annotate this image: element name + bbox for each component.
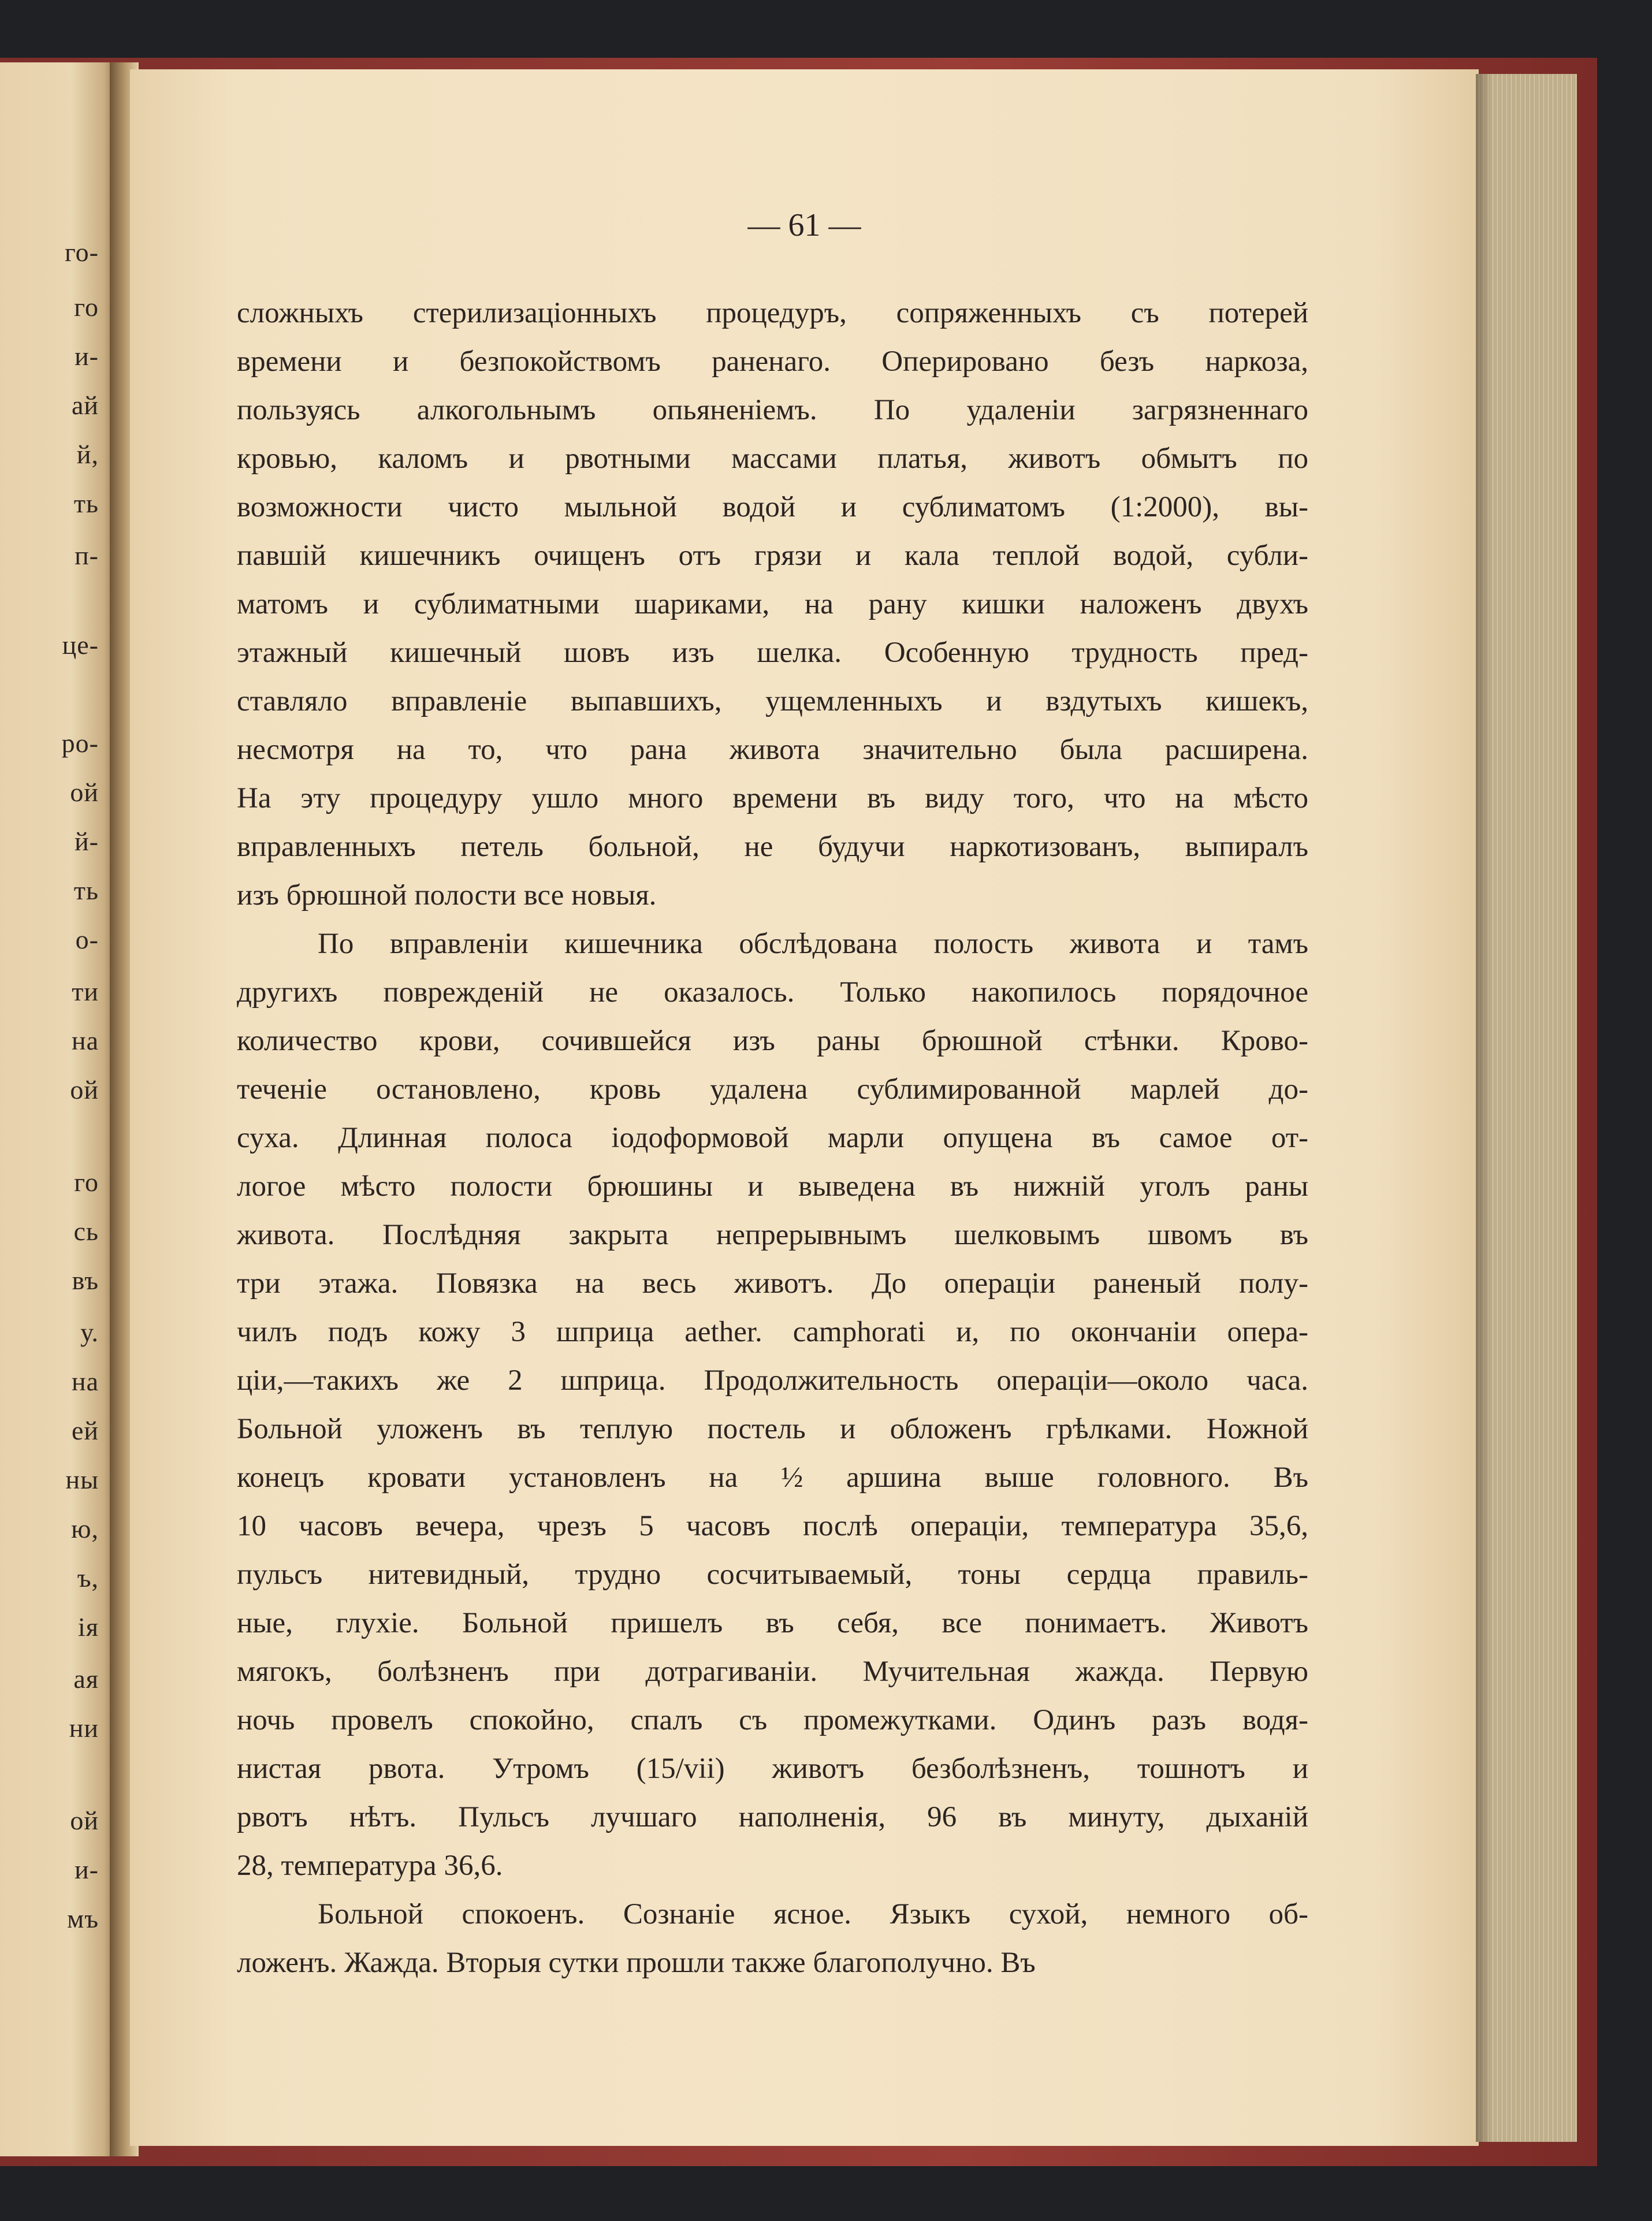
left-page-fragment: сь [73,1216,99,1246]
text-line: живота. Послѣдняя закрыта непрерывнымъ шелковымъ швомъ въ [237,1219,1308,1251]
left-page-fragment: о- [75,925,99,954]
text-line: конецъ кровати установленъ на ½ аршина выше головного. Въ [237,1461,1308,1494]
text-line: три этажа. Повязка на весь животъ. До операціи раненый полу- [237,1267,1308,1300]
text-line: логое мѣсто полости брюшины и выведена въ нижній уголъ раны [237,1170,1308,1203]
text-line: ставляло вправленіе выпавшихъ, ущемленныхъ и вздутыхъ кишекъ, [237,685,1308,717]
left-page-fragment: ой [70,1075,99,1104]
page-edge-shadow [1476,74,1492,2142]
text-line: На эту процедуру ушло много времени въ виду того, что на мѣсто [237,782,1308,814]
text-line: нистая рвота. Утромъ (15/vii) животъ безболѣзненъ, тошнотъ и [237,1753,1308,1785]
text-line: 10 часовъ вечера, чрезъ 5 часовъ послѣ операціи, температура 35,6, [237,1510,1308,1542]
left-page-fragment: и- [75,1855,99,1884]
text-line: ные, глухіе. Больной пришелъ въ себя, все понимаетъ. Животъ [237,1607,1308,1639]
text-line: суха. Длинная полоса іодоформовой марли опущена въ самое от- [237,1122,1308,1154]
text-line: пользуясь алкогольнымъ опьяненіемъ. По удаленіи загрязненнаго [237,394,1308,426]
text-line: возможности чисто мыльной водой и сублиматомъ (1:2000), вы- [237,491,1308,523]
left-page-fragment: й, [76,440,99,469]
left-page-fragment: ти [72,977,99,1006]
left-page-fragment: мъ [67,1904,99,1933]
text-line: ночь провелъ спокойно, спалъ съ промежутками. Одинъ разъ водя- [237,1704,1308,1736]
left-page-fragment: и- [75,341,99,371]
text-line: пульсъ нитевидный, трудно сосчитываемый, тоны сердца правиль- [237,1558,1308,1591]
paragraph [237,1890,1308,1987]
left-page-fragment: ія [78,1612,99,1642]
left-page-fragment: ой [70,777,99,807]
text-line: этажный кишечный шовъ изъ шелка. Особенную трудность пред- [237,637,1308,669]
text-line: чилъ подъ кожу 3 шприца aether. camphorati и, по окончаніи опера- [237,1316,1308,1348]
left-page-fragment: го [74,292,99,322]
left-page [0,62,118,2156]
text-line: матомъ и сублиматными шариками, на рану кишки наложенъ двухъ [237,588,1308,620]
page-number: — 61 — [747,207,861,243]
text-line: времени и безпокойствомъ раненаго. Оперировано безъ наркоза, [237,345,1308,378]
left-page-fragment: це- [62,630,99,660]
text-line: ціи,—такихъ же 2 шприца. Продолжительность операціи—около часа. [237,1364,1308,1397]
text-line: 28, температура 36,6. [237,1850,503,1882]
text-line: кровью, каломъ и рвотными массами платья, животъ обмытъ по [237,442,1308,475]
left-page-fragment: ть [73,489,99,518]
left-page-fragment: п- [75,541,99,570]
left-page-fragment: го [74,1167,99,1197]
text-line: вправленныхъ петель больной, не будучи наркотизованъ, выпиралъ [237,831,1308,863]
left-page-fragment: ая [73,1664,99,1694]
paragraph [237,289,1308,920]
left-page-fragment: на [71,1367,99,1396]
left-page-fragment: ны [65,1465,99,1494]
left-page-fragment: ей [71,1416,99,1445]
left-page-fragment: у. [80,1318,99,1347]
text-line: изъ брюшной полости все новыя. [237,879,657,912]
left-page-fragment: ъ, [77,1563,99,1593]
left-page-fragment: на [71,1026,99,1055]
text-line: несмотря на то, что рана живота значительно была расширена. [237,734,1308,766]
left-page-fragment: й- [75,827,99,856]
text-line: павшій кишечникъ очищенъ отъ грязи и кала теплой водой, субли- [237,540,1308,572]
text-line: Больной спокоенъ. Сознаніе ясное. Языкъ сухой, немного об- [318,1898,1308,1930]
text-line: мягокъ, болѣзненъ при дотрагиваніи. Мучительная жажда. Первую [237,1655,1308,1688]
left-page-fragment: ю, [71,1514,99,1543]
text-line: рвотъ нѣтъ. Пульсъ лучшаго наполненія, 96 въ минуту, дыханій [237,1801,1308,1833]
body-text [237,289,1308,1987]
left-page-fragment: въ [72,1266,99,1295]
text-line: По вправленіи кишечника обслѣдована полость живота и тамъ [318,928,1308,960]
text-line: теченіе остановлено, кровь удалена сублимированной марлей до- [237,1073,1308,1106]
left-page-fragment: ай [71,390,99,420]
text-line: ложенъ. Жажда. Вторыя сутки прошли также благополучно. Въ [237,1947,1036,1979]
left-page-fragment: ни [69,1713,99,1743]
text-line: другихъ поврежденій не оказалось. Только накопилось порядочное [237,976,1308,1009]
left-page-fragment: го- [64,237,99,267]
text-line: Больной уложенъ въ теплую постель и обложенъ грѣлками. Ножной [237,1413,1308,1445]
text-line: сложныхъ стерилизаціонныхъ процедуръ, сопряженныхъ съ потерей [237,297,1308,329]
left-page-fragment: ой [70,1806,99,1835]
text-line: количество крови, сочившейся изъ раны брюшной стѣнки. Крово- [237,1025,1308,1057]
left-page-fragment: ть [73,876,99,905]
paragraph [237,920,1308,1890]
left-page-fragment: ро- [61,728,99,758]
